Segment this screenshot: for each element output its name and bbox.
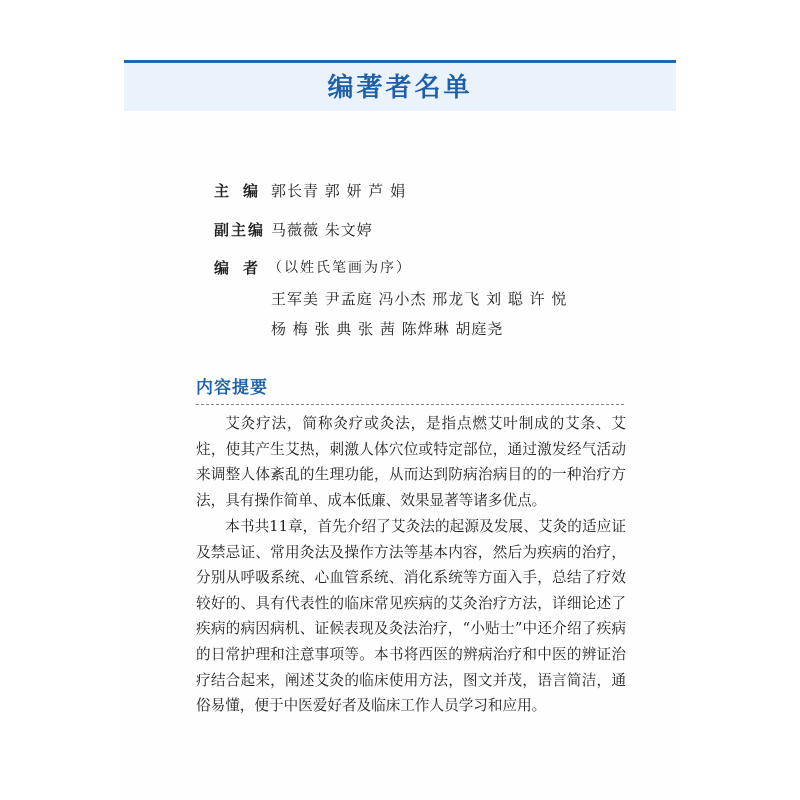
editors-label: 编者	[214, 259, 273, 277]
editors-names-line-1: 王军美 尹孟庭 冯小杰 邢龙飞 刘 聪 许 悦	[271, 290, 568, 308]
vice-editor-label: 副主编	[214, 221, 266, 239]
chief-editor-names: 郭长青 郭 妍 芦 娟	[271, 182, 407, 200]
vice-editor-names: 马薇薇 朱文婷	[271, 221, 373, 239]
summary-divider	[196, 404, 624, 405]
chief-editor-label: 主编	[214, 182, 273, 200]
summary-heading: 内容提要	[196, 378, 268, 398]
summary-paragraph-2: 本书共11章，首先介绍了艾灸法的起源及发展、艾灸的适应证及禁忌证、常用灸法及操作方法等基本内容，然后为疾病的治疗，分别从呼吸系统、心血管系统、消化系统等方面入手，总结了疗效较好的、具有代表性的临床常见疾病的艾灸治疗方法，详细论述了疾病的病因病机、证候表现及灸法治疗，“小贴士”中还介绍了疾病的日常护理和注意事项等。本书将西医的辨病治疗和中医的辨证治疗结合起来，阐述艾灸的临床使用方法，图文并茂，语言简洁，通俗易懂，便于中医爱好者及临床工作人员学习和应用。	[196, 518, 626, 715]
editors-order-note: （以姓氏笔画为序）	[268, 260, 412, 276]
page-title: 编著者名单	[327, 73, 473, 103]
summary-paragraph-1: 艾灸疗法，简称灸疗或灸法，是指点燃艾叶制成的艾条、艾炷，使其产生艾热，刺激人体穴位或特定部位，通过激发经气活动来调整人体紊乱的生理功能，从而达到防病治病目的的一种治疗方法，具有操作简单、成本低廉、效果显著等诸多优点。	[196, 415, 626, 509]
editors-names-line-2: 杨 梅 张 典 张 茜 陈烨琳 胡庭尧	[271, 320, 504, 338]
